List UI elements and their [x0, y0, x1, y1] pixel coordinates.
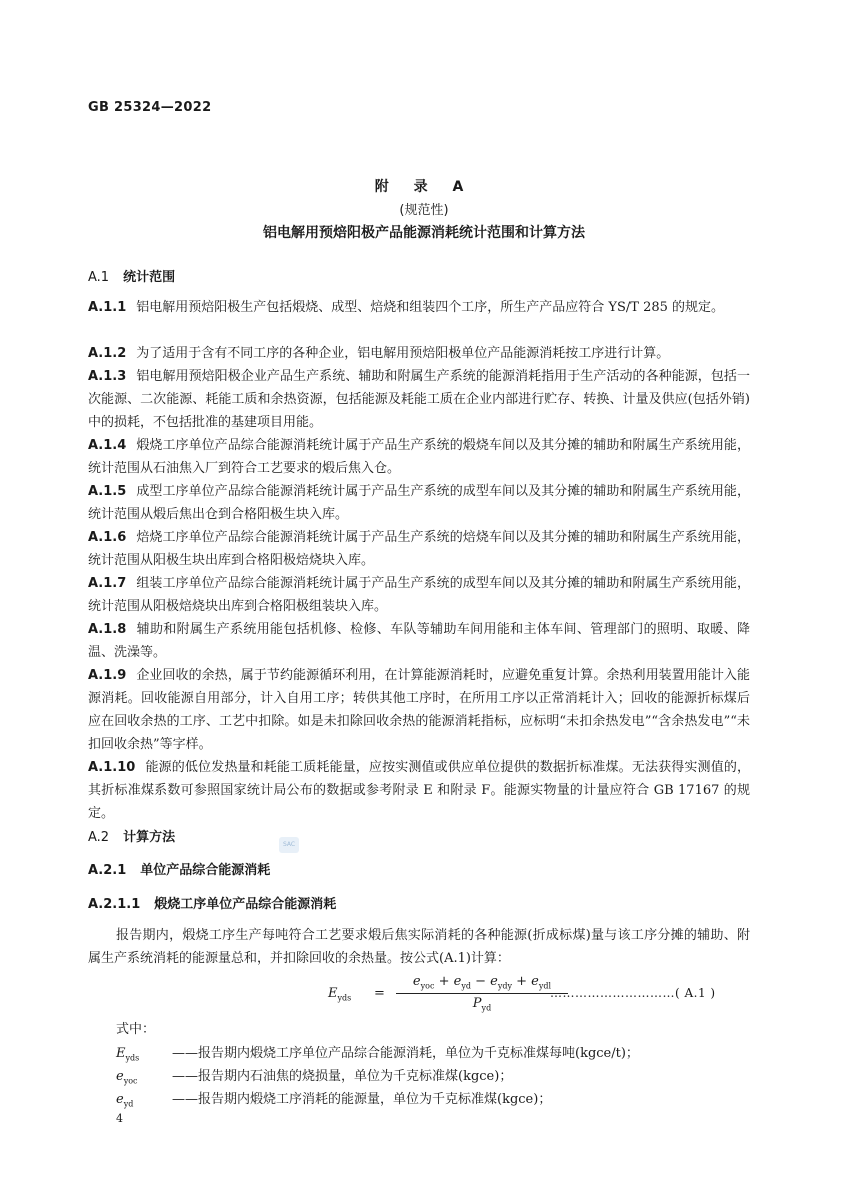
- formula-lhs: $E_{yds}$: [328, 986, 352, 1003]
- section-title: 单位产品综合能源消耗: [140, 863, 271, 878]
- clause-text: 为了适用于含有不同工序的各种企业，铝电解用预焙阳极单位产品能源消耗按工序进行计算。: [136, 346, 670, 361]
- clause-a-1-10: [88, 756, 750, 825]
- clause-number: A.1.2: [88, 346, 127, 361]
- clause-text: 铝电解用预焙阳极生产包括煅烧、成型、焙烧和组装四个工序，所生产产品应符合 YS/T 285 的规定。: [136, 300, 725, 315]
- section-title: 计算方法: [123, 830, 176, 845]
- clause-number: A.1.8: [88, 622, 127, 637]
- appendix-title: 铝电解用预焙阳极产品能源消耗统计范围和计算方法: [263, 225, 585, 241]
- clause-a-1-3: [88, 365, 750, 434]
- clause-a-1-7: [88, 572, 750, 618]
- clause-a-1-4: [88, 434, 750, 480]
- symbol: $e_{yd}$: [116, 1092, 134, 1109]
- symbol-description: ——报告期内石油焦的烧损量，单位为千克标准煤(kgce)；: [172, 1069, 513, 1084]
- section-number: A.1: [88, 270, 110, 285]
- clause-number: A.1.1: [88, 300, 127, 315]
- clause-text: 成型工序单位产品综合能源消耗统计属于产品生产系统的成型车间以及其分摊的辅助和附属生产系统用能，统计范围从煅后焦出仓到合格阳极生块入库。: [88, 484, 750, 522]
- formula-number: …………………………( A.1 ): [550, 986, 716, 1000]
- watermark-text: SAC: [282, 841, 296, 848]
- clause-a-1-6: [88, 526, 750, 572]
- symbol-description: ——报告期内煅烧工序消耗的能源量，单位为千克标准煤(kgce)；: [172, 1092, 552, 1107]
- symbol-description: ——报告期内煅烧工序单位产品综合能源消耗，单位为千克标准煤每吨(kgce/t)；: [172, 1046, 639, 1061]
- symbol: $E_{yds}$: [116, 1046, 140, 1063]
- clause-number: A.1.4: [88, 438, 127, 453]
- clause-text: 辅助和附属生产系统用能包括机修、检修、车队等辅助车间用能和主体车间、管理部门的照明、取暖、降温、洗澡等。: [88, 622, 750, 660]
- where-label: 式中：: [116, 1022, 156, 1037]
- symbol-definition: [116, 1042, 639, 1063]
- section-heading-a2: [88, 826, 175, 845]
- clause-a-1-5: [88, 480, 750, 526]
- formula-numerator: $e_{yoc} + e_{yd} - e_{ydy} + e_{ydl}$: [396, 974, 568, 994]
- watermark-logo: [279, 837, 299, 853]
- section-number: A.2: [88, 830, 110, 845]
- section-title: 煅烧工序单位产品综合能源消耗: [154, 897, 337, 912]
- page-number: 4: [116, 1112, 123, 1125]
- equals-sign: =: [374, 986, 385, 1001]
- clause-text: 焙烧工序单位产品综合能源消耗统计属于产品生产系统的焙烧车间以及其分摊的辅助和附属生产系统用能，统计范围从阳极生块出库到合格阳极焙烧块入库。: [88, 530, 750, 568]
- clause-number: A.1.3: [88, 369, 127, 384]
- section-heading-a2-1-1: [88, 893, 336, 912]
- clause-text: 煅烧工序单位产品综合能源消耗统计属于产品生产系统的煅烧车间以及其分摊的辅助和附属生产系统用能，统计范围从石油焦入厂到符合工艺要求的煅后焦入仓。: [88, 438, 750, 476]
- clause-text: 铝电解用预焙阳极企业产品生产系统、辅助和附属生产系统的能源消耗指用于生产活动的各种能源，包括一次能源、二次能源、耗能工质和余热资源，包括能源及耗能工质在企业内部进行贮存、转换、计量及供应(包括外销)中的损耗，不包括批准的基建项目用能。: [88, 369, 750, 430]
- clause-text: 能源的低位发热量和耗能工质耗能量，应按实测值或供应单位提供的数据折标准煤。无法获得实测值的，其折标准煤系数可参照国家统计局公布的数据或参考附录 E 和附录 F。能源实物量的计量应符合 GB 17167 的规定。: [88, 760, 750, 821]
- symbol-definition: [116, 1088, 551, 1109]
- clause-a-1-9: [88, 664, 750, 756]
- formula-fraction: [396, 974, 568, 1012]
- symbol-definition: [116, 1065, 512, 1086]
- appendix-label: 附 录 A: [374, 179, 474, 195]
- clause-text: 企业回收的余热，属于节约能源循环利用，在计算能源消耗时，应避免重复计算。余热利用装置用能计入能源消耗。回收能源自用部分，计入自用工序；转供其他工序时，在所用工序以正常消耗计入；回收的能源折标煤后应在回收余热的工序、工艺中扣除。如是未扣除回收余热的能源消耗指标，应标明“未扣余热发电”“含余热发电”“未扣回收余热”等字样。: [88, 668, 750, 752]
- clause-number: A.1.7: [88, 576, 127, 591]
- clause-a-1-1: [88, 296, 750, 319]
- clause-a-1-2: [88, 342, 750, 365]
- body-paragraph: 报告期内，煅烧工序生产每吨符合工艺要求煅后焦实际消耗的各种能源(折成标煤)量与该工序分摊的辅助、附属生产系统消耗的能源量总和，并扣除回收的余热量。按公式(A.1)计算：: [88, 928, 750, 966]
- section-number: A.2.1: [88, 863, 127, 878]
- formula-denominator: $P_{yd}$: [472, 995, 492, 1013]
- clause-number: A.1.5: [88, 484, 127, 499]
- clause-number: A.1.6: [88, 530, 127, 545]
- section-heading-a2-1: [88, 859, 270, 878]
- section-number: A.2.1.1: [88, 897, 141, 912]
- section-heading-a1: [88, 266, 175, 285]
- appendix-type: (规范性): [399, 203, 449, 218]
- standard-number: GB 25324—2022: [88, 100, 212, 115]
- clause-number: A.1.9: [88, 668, 127, 683]
- clause-a-1-8: [88, 618, 750, 664]
- clause-number: A.1.10: [88, 760, 136, 775]
- clause-text: 组装工序单位产品综合能源消耗统计属于产品生产系统的成型车间以及其分摊的辅助和附属生产系统用能，统计范围从阳极焙烧块出库到合格阳极组装块入库。: [88, 576, 750, 614]
- section-title: 统计范围: [123, 270, 176, 285]
- symbol: $e_{yoc}$: [116, 1069, 138, 1086]
